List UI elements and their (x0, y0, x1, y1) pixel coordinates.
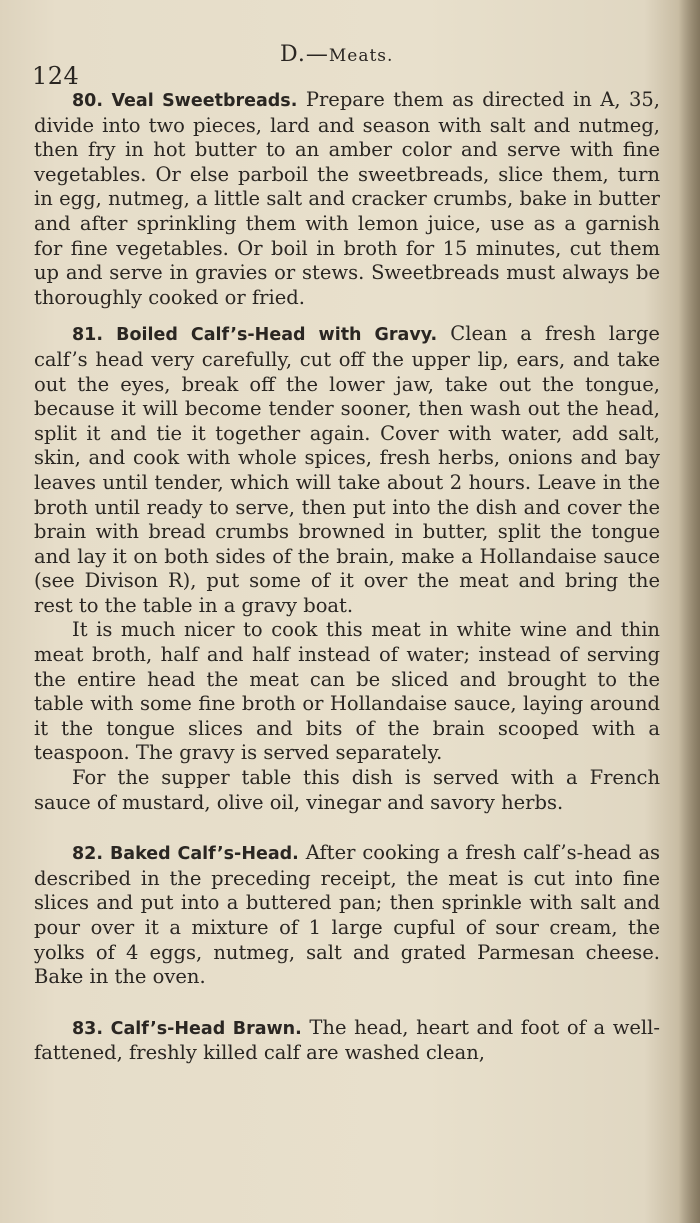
running-head-prefix: D.— (280, 42, 329, 67)
running-head (280, 42, 393, 67)
recipe-text: After cooking a fresh calf’s-head as described in the preceding receipt, the meat is cut into fine slices and put into a buttered pan; then sprinkle with salt and pour over it a mixture of 1 large cupful of sour cream, the yolks of 4 eggs, nutmeg, salt and grated Parmesan cheese. Bake in the oven. (34, 841, 660, 989)
recipe-81-paragraph (34, 322, 660, 618)
recipe-title: Calf’s-Head Brawn. (110, 1018, 302, 1039)
recipe-80-paragraph (34, 88, 660, 310)
running-head-title: Meats. (328, 46, 394, 66)
recipe-81-paragraph-3: For the supper table this dish is served with a French sauce of mustard, olive oil, vinegar and savory herbs. (34, 766, 660, 814)
page-edge-shadow (678, 0, 700, 1223)
recipe-number: 81. (72, 325, 104, 346)
recipe-number: 83. (72, 1018, 104, 1039)
recipe-82-paragraph (34, 841, 660, 990)
recipe-text: Prepare them as directed in A, 35, divide into two pieces, lard and season with salt and nutmeg, then fry in hot butter to an amber color and serve with fine vegetables. Or else parboil the sweetbreads, slice them, turn in egg, nutmeg, a little salt and cracker crumbs, bake in butter and after sprinkling them with lemon juice, use as a garnish for fine vegetables. Or boil in broth for 15 minutes, cut them up and serve in gravies or stews. Sweetbreads must always be thoroughly cooked or fried. (34, 88, 661, 309)
recipe-title: Baked Calf’s-Head. (109, 844, 299, 865)
page-number: 124 (32, 62, 80, 90)
recipe-83-paragraph (34, 1016, 660, 1066)
recipe-text: Clean a fresh large calf’s head very carefully, cut off the upper lip, ears, and take out the eyes, break off the lower jaw, take out the tongue, because it will become tender sooner, then wash out the head, split it and tie it together again. Cover with water, add salt, skin, and cook with whole spices, fresh herbs, onions and bay leaves until tender, which will take about 2 hours. Leave in the broth until ready to serve, then put into the dish and cover the brain with bread crumbs browned in butter, split the tongue and lay it on both sides of the brain, make a Hollandaise sauce (see Divison R), put some of it over the meat and bring the rest to the table in a gravy boat. (34, 322, 660, 617)
recipe-title: Veal Sweetbreads. (111, 91, 298, 111)
recipe-number: 82. (72, 844, 104, 865)
page-body (34, 88, 660, 1066)
recipe-81-paragraph-2: It is much nicer to cook this meat in white wine and thin meat broth, half and half instead of water; instead of serving the entire head the meat can be sliced and brought to the table with some fine broth or Hollandaise sauce, laying around it the tongue slices and bits of the brain scooped with a teaspoon. The gravy is served separately. (34, 618, 660, 765)
recipe-text: The head, heart and foot of a well-fattened, freshly killed calf are washed clean, (34, 1015, 660, 1065)
recipe-number: 80. (72, 91, 104, 111)
recipe-title: Boiled Calf’s-Head with Gravy. (116, 325, 438, 346)
